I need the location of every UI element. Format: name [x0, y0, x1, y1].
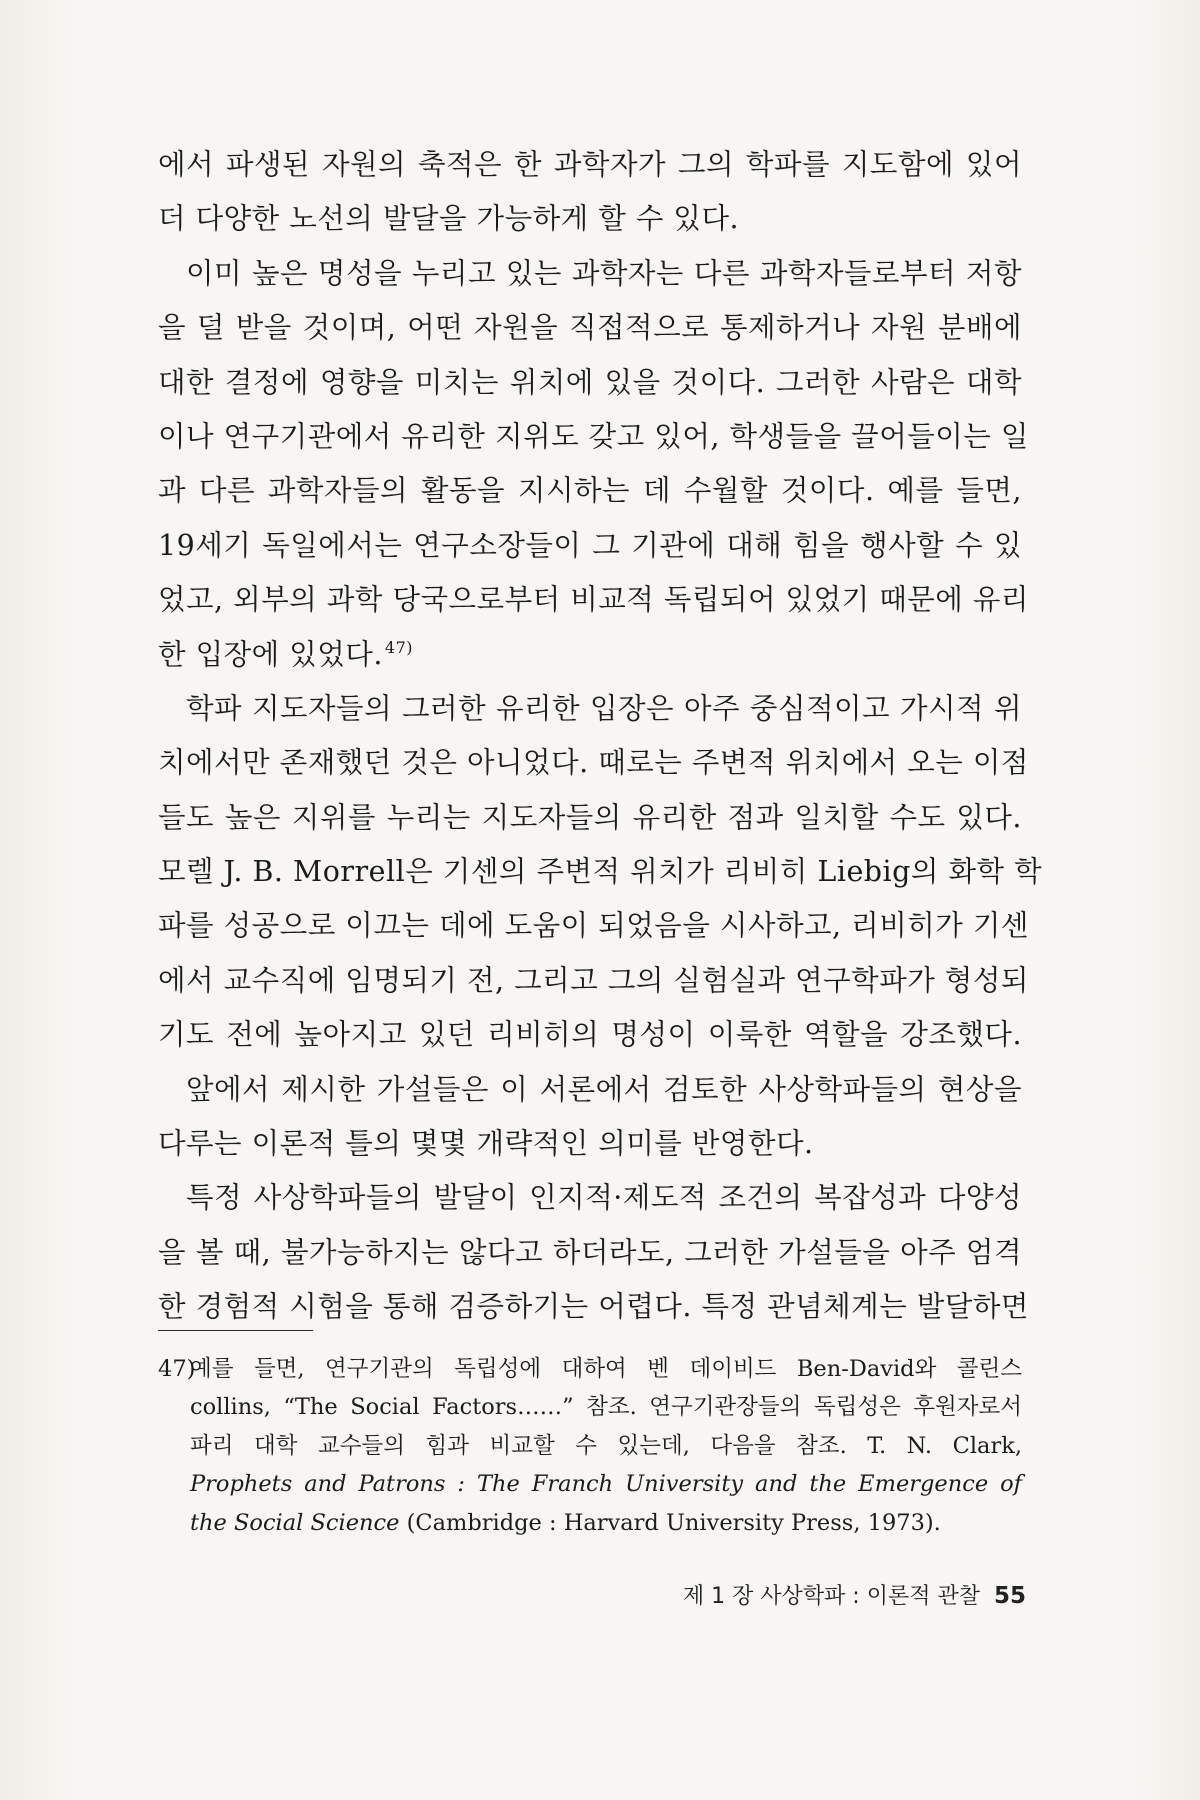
body-line: 대한 결정에 영향을 미치는 위치에 있을 것이다. 그러한 사람은 대학: [158, 365, 1022, 399]
body-line: 19세기 독일에서는 연구소장들이 그 기관에 대해 힘을 행사할 수 있: [158, 528, 1022, 562]
body-line: 다루는 이론적 틀의 몇몇 개략적인 의미를 반영한다.: [158, 1127, 814, 1161]
footnote-number: 47): [158, 1356, 196, 1382]
footnote-line: [158, 1504, 1022, 1542]
footnote-line: collins, “The Social Factors……” 참조. 연구기관장들의 독립성은 후원자로서: [190, 1394, 1022, 1421]
running-footer: [683, 1578, 1026, 1614]
body-line: 에서 교수직에 임명되기 전, 그리고 그의 실험실과 연구학파가 형성되: [158, 963, 1029, 997]
footnote-line: [158, 1350, 1022, 1388]
body-line: 모렐 J. B. Morrell은 기센의 주변적 위치가 리비히 Liebig의 화학 학: [158, 855, 1043, 889]
body-line: 었고, 외부의 과학 당국으로부터 비교적 독립되어 있었기 때문에 유리: [158, 583, 1029, 617]
body-line: 이나 연구기관에서 유리한 지위도 갖고 있어, 학생들을 끌어들이는 일: [158, 419, 1029, 453]
footnote-book-title: the Social Science: [190, 1509, 400, 1536]
footnote-divider: [158, 1330, 313, 1331]
body-line: 과 다른 과학자들의 활동을 지시하는 데 수월할 것이다. 예를 들면,: [158, 474, 1022, 508]
body-line: 이미 높은 명성을 누리고 있는 과학자는 다른 과학자들로부터 저항: [186, 256, 1022, 290]
chapter-title: 제 1 장 사상학파 : 이론적 관찰: [682, 1584, 980, 1609]
body-line: 에서 파생된 자원의 축적은 한 과학자가 그의 학파를 지도함에 있어: [158, 148, 1022, 181]
body-line: 치에서만 존재했던 것은 아니었다. 때로는 주변적 위치에서 오는 이점: [158, 746, 1029, 780]
body-line: 기도 전에 높아지고 있던 리비히의 명성이 이룩한 역할을 강조했다.: [158, 1018, 1022, 1052]
body-text: [158, 138, 1043, 1335]
footnote-block: [158, 1350, 1022, 1542]
footnote-reference: 47): [384, 638, 414, 658]
body-line: 한 입장에 있었다.: [158, 637, 383, 671]
body-line: 더 다양한 노선의 발달을 가능하게 할 수 있다.: [158, 202, 740, 236]
body-line: 파를 성공으로 이끄는 데에 도움이 되었음을 시사하고, 리비히가 기센: [158, 909, 1029, 943]
body-line: 을 덜 받을 것이며, 어떤 자원을 직접적으로 통제하거나 자원 분배에: [158, 311, 1022, 345]
footnote-publication-info: (Cambridge : Harvard University Press, 1973).: [399, 1509, 941, 1536]
body-line: 한 경험적 시험을 통해 검증하기는 어렵다. 특정 관념체계는 발달하면: [158, 1290, 1029, 1324]
body-line: 을 볼 때, 불가능하지는 않다고 하더라도, 그러한 가설들을 아주 엄격: [158, 1235, 1022, 1269]
body-line: 들도 높은 지위를 누리는 지도자들의 유리한 점과 일치할 수도 있다.: [158, 800, 1022, 834]
footnote-line: 파리 대학 교수들의 힘과 비교할 수 있는데, 다음을 참조. T. N. Clark,: [190, 1432, 1022, 1459]
body-line: 학파 지도자들의 그러한 유리한 입장은 아주 중심적이고 가시적 위: [186, 691, 1022, 725]
body-line: 특정 사상학파들의 발달이 인지적·제도적 조건의 복잡성과 다양성: [186, 1181, 1022, 1215]
body-line: 앞에서 제시한 가설들은 이 서론에서 검토한 사상학파들의 현상을: [186, 1072, 1022, 1106]
footnote-line-book-title: Prophets and Patrons : The Franch University and the Emergence of: [190, 1471, 1022, 1498]
body-line-with-footnote: [158, 628, 1022, 682]
footnote-text: 예를 들면, 연구기관의 독립성에 대하여 벤 데이비드 Ben-David와 콜린스: [190, 1356, 1022, 1382]
page-number: 55: [993, 1583, 1026, 1609]
